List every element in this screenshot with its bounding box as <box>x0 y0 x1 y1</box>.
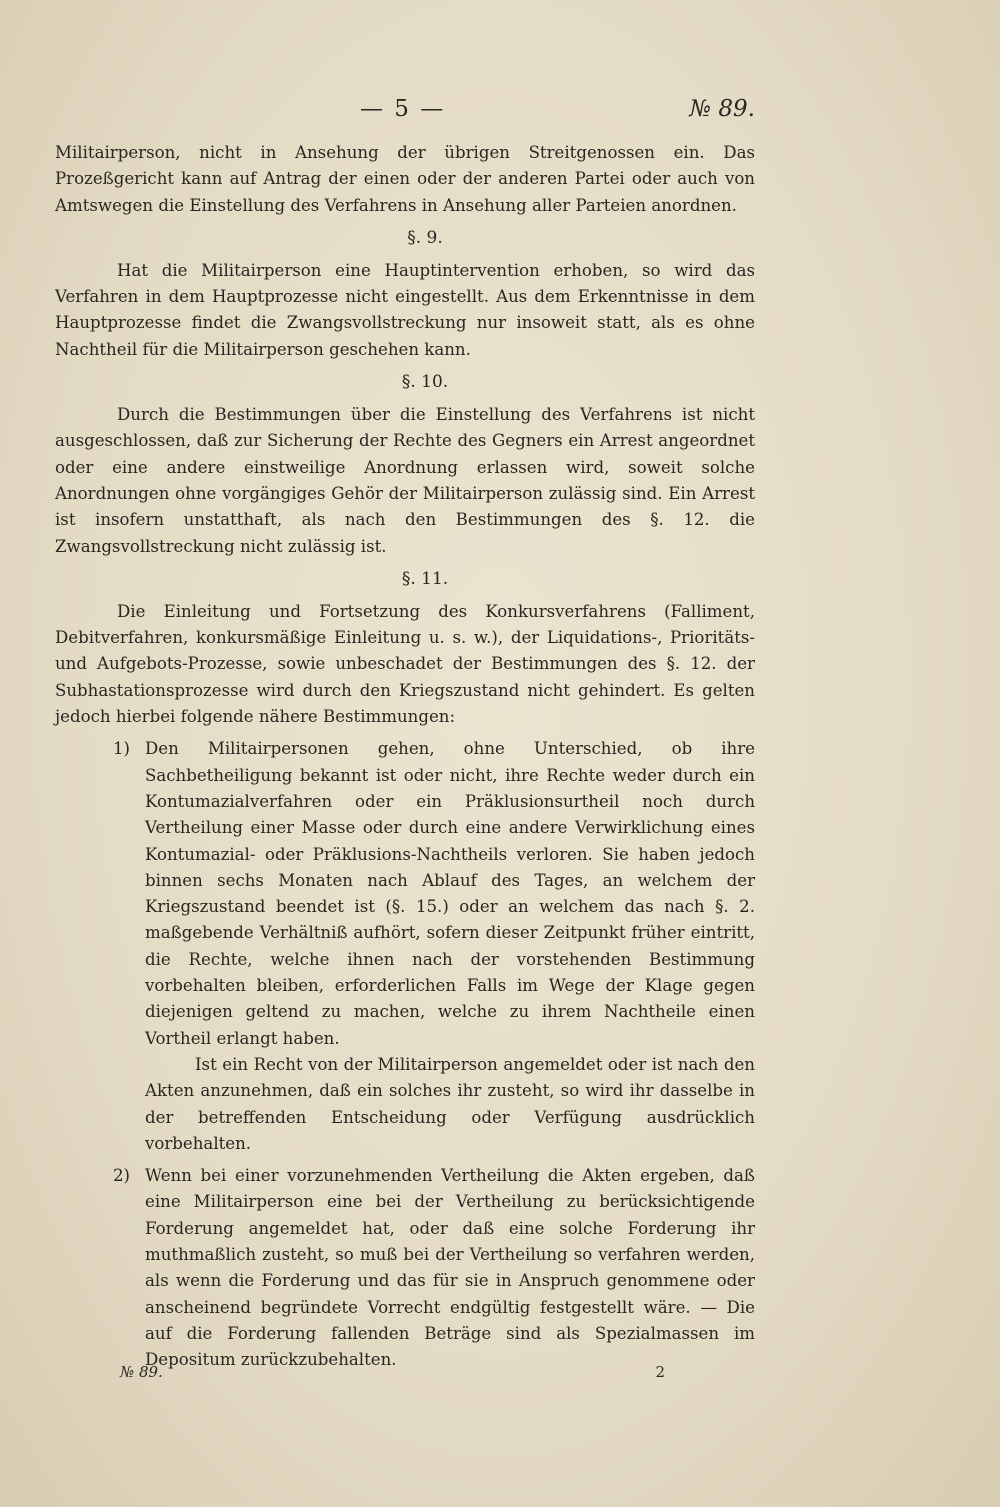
list-item-1-text: Den Militairpersonen gehen, ohne Unterschied, ob ihre Sachbetheiligung bekannt ist oder nicht, ihre Rechte weder durch ein Kontumazialverfahren oder ein Präklusionsurtheil noch durch Vertheilung einer Masse oder durch eine andere Verwirklichung eines Kontumazial- oder Präklusions-Nachtheils verloren. Sie haben jedoch binnen sechs Monaten nach Ablauf des Tages, an welchem der Kriegszustand beendet ist (§. 15.) oder an welchem das nach §. 2. maßgebende Verhältniß aufhört, sofern dieser Zeitpunkt früher eintritt, die Rechte, welche ihnen nach der vorstehenden Bestimmung vorbehalten bleiben, erforderlichen Falls im Wege der Klage gegen diejenigen geltend zu machen, welche zu ihrem Nachtheile einen Vortheil erlangt haben. <box>145 739 755 1048</box>
page-number: — 5 — <box>360 96 446 122</box>
page-header <box>55 96 755 130</box>
list-number-2: 2) <box>113 1166 131 1186</box>
paragraph-section-11: Die Einleitung und Fortsetzung des Konkursverfahrens (Falliment, Debitverfahren, konkursmäßige Einleitung u. s. w.), der Liquidations-, Prioritäts- und Aufgebots-Prozesse, sowie unbeschadet der Bestimmungen des §. 12. der Subhastationsprozesse wird durch den Kriegszustand nicht gehindert. Es gelten jedoch hierbei folgende nähere Bestimmungen: <box>55 601 755 727</box>
list-item-1 <box>55 736 755 1052</box>
law-number: № 89. <box>689 96 755 122</box>
list-item-2-text: Wenn bei einer vorzunehmenden Vertheilung die Akten ergeben, daß eine Militairperson eine bei der Vertheilung zu berücksichtigende Forderung angemeldet hat, oder daß eine solche Forderung ihr muthmaßlich zusteht, so muß bei der Vertheilung so verfahren werden, als wenn die Forderung und das für sie in Anspruch genommene oder anscheinend begründete Vorrecht endgültig festgestellt wäre. — Die auf die Forderung fallenden Beträge sind als Spezialmassen im Depositum zurückzubehalten. <box>145 1166 755 1370</box>
page-body <box>55 140 755 1373</box>
paragraph-section-9: Hat die Militairperson eine Hauptintervention erhoben, so wird das Verfahren in dem Hauptprozesse nicht eingestellt. Aus dem Erkenntnisse in dem Hauptprozesse findet die Zwangsvollstreckung nur insoweit statt, als es ohne Nachtheil für die Militairperson geschehen kann. <box>55 260 755 359</box>
page-footer <box>120 1363 665 1387</box>
section-heading-10: §. 10. <box>401 372 449 393</box>
section-heading-9: §. 9. <box>407 227 443 248</box>
paragraph-continuation: Militairperson, nicht in Ansehung der übrigen Streitgenossen ein. Das Prozeßgericht kann auf Antrag der einen oder der anderen Partei oder auch von Amtswegen die Einstellung des Verfahrens in Ansehung aller Parteien anordnen. <box>55 143 755 215</box>
list-item-1-subparagraph: Ist ein Recht von der Militairperson angemeldet oder ist nach den Akten anzunehmen, daß ein solches ihr zusteht, so wird ihr dasselbe in der betreffenden Entscheidung oder Verfügung ausdrücklich vorbehalten. <box>145 1054 755 1153</box>
paragraph-section-10: Durch die Bestimmungen über die Einstellung des Verfahrens ist nicht ausgeschlossen, daß zur Sicherung der Rechte des Gegners ein Arrest angeordnet oder eine andere einstweilige Anordnung erlassen wird, soweit solche Anordnungen ohne vorgängiges Gehör der Militairperson zulässig sind. Ein Arrest ist insofern unstatthaft, als nach den Bestimmungen des §. 12. die Zwangsvollstreckung nicht zulässig ist. <box>55 405 755 556</box>
section-heading-11: §. 11. <box>401 568 449 589</box>
footer-law-number: № 89. <box>120 1363 163 1381</box>
footer-sheet-number: 2 <box>655 1363 665 1381</box>
list-item-2 <box>55 1163 755 1373</box>
list-number-1: 1) <box>113 739 131 759</box>
